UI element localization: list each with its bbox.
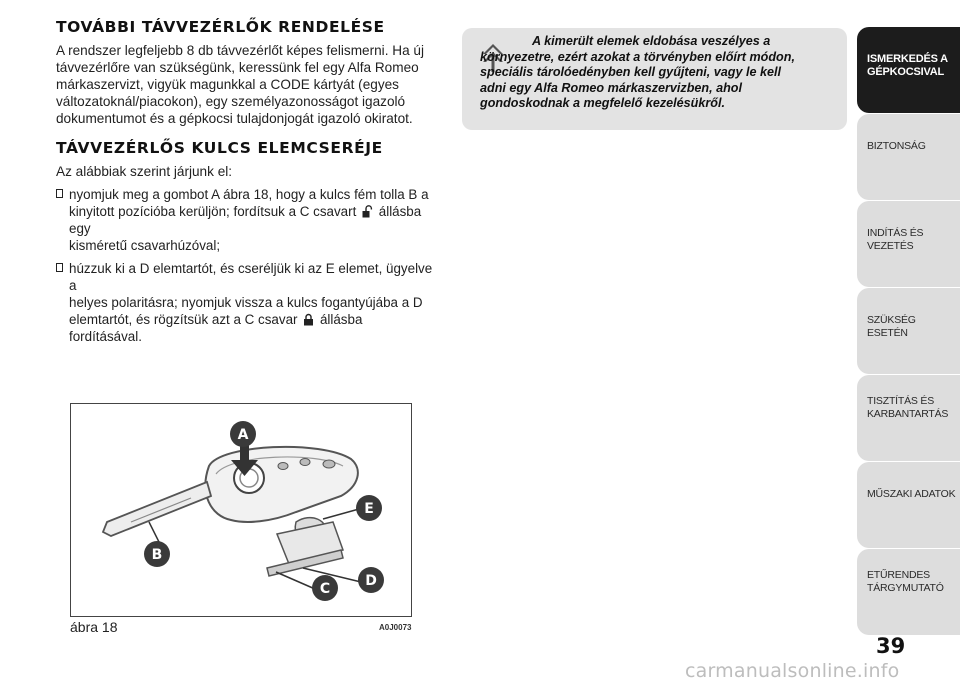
checkbox-bullet-icon [56, 263, 63, 272]
list-item [56, 260, 436, 345]
text-line: azokat a törvényben előírt módon, speciális [480, 49, 795, 79]
checkbox-bullet-icon [56, 189, 63, 198]
figure-caption: ábra 18 [70, 619, 118, 635]
text-fragment: elemtartót, és rögzítsük azt a C csavar [69, 312, 298, 327]
text-line: kezelésükről. [645, 96, 725, 110]
callout-label: E [364, 501, 374, 517]
figure-key-illustration [70, 403, 412, 617]
tab-emergency[interactable] [857, 288, 960, 374]
callout-label: D [365, 573, 377, 589]
text-line: Romeo márkaszervizben, ahol gondoskodnak a megfelelő [480, 80, 742, 110]
text-fragment: állásba egy [69, 204, 422, 236]
paragraph-remote-order [56, 42, 436, 127]
callout-label: A [237, 427, 249, 443]
callout-c [312, 575, 338, 601]
text-line: húzzuk ki a D elemtartót, és cseréljük ki az E elemet, ügyelve a [69, 261, 433, 293]
locked-padlock-icon [303, 313, 314, 326]
text-line: márkaszervizt, vigyük magunkkal a CODE kártyát (egyes [56, 77, 399, 92]
tab-label-line: TÁRGYMUTATÓ [867, 582, 944, 594]
intro-text: Az alábbiak szerint járjunk el: [56, 164, 233, 179]
unlocked-padlock-icon [362, 205, 373, 218]
text-line: helyes polaritásra; nyomjuk vissza a kulcs fogantyújába a D [69, 295, 423, 310]
tab-index[interactable] [857, 549, 960, 635]
section-heading-remote-order: TOVÁBBI TÁVVEZÉRLŐK RENDELÉSE [56, 18, 385, 36]
tab-label-line: SZÜKSÉG ESETÉN [867, 314, 916, 339]
callout-e [356, 495, 382, 521]
watermark: carmanualsonline.info [685, 660, 900, 682]
note-text [480, 34, 810, 112]
page-number: 39 [876, 634, 906, 658]
text-fragment: állásba fordításával. [69, 312, 363, 344]
callout-b [144, 541, 170, 567]
callout-label: C [319, 581, 331, 597]
text-line: A rendszer legfeljebb 8 db távvezérlőt képes felismerni. Ha új [56, 43, 424, 58]
text-line: tárolóedényben kell gyűjteni, vagy le kell adni egy Alfa [480, 65, 781, 95]
text-fragment: kinyitott pozícióba kerüljön; fordítsuk a C csavart [69, 204, 357, 219]
list-item [56, 186, 436, 254]
text-line: változatoknál/piacokon), egy személyazonosságot igazoló [56, 94, 406, 109]
text-line [69, 203, 436, 237]
tab-label-line: ETŰRENDES [867, 569, 930, 581]
steps-list [56, 186, 436, 345]
text-line [69, 311, 436, 345]
tab-getting-to-know[interactable] [857, 27, 960, 113]
tab-label-line: INDÍTÁS ÉS VEZETÉS [867, 227, 924, 252]
text-line: dokumentumot és a gépkocsi tulajdonjogát igazoló okiratot. [56, 111, 413, 126]
callout-label: B [151, 547, 163, 563]
text-line: nyomjuk meg a gombot A ábra 18, hogy a kulcs fém tolla B a [69, 187, 429, 202]
text-line: távvezérlőre van szükségünk, keressünk fel egy Alfa Romeo [56, 60, 419, 75]
tab-label-line: ISMERKEDÉS A [867, 53, 948, 65]
tab-technical-data[interactable] [857, 462, 960, 548]
figure-code: A0J0073 [379, 623, 412, 632]
tab-label-line: KARBANTARTÁS [867, 408, 949, 420]
text-line: A kimerült elemek eldobása veszélyes a környezetre, ezért [480, 34, 771, 64]
tab-label-line: MŰSZAKI ADATOK [867, 488, 956, 500]
section-heading-battery-replacement: TÁVVEZÉRLŐS KULCS ELEMCSERÉJE [56, 139, 383, 157]
tab-starting-driving[interactable] [857, 201, 960, 287]
tab-label-line: BIZTONSÁG [867, 140, 926, 152]
callout-a [230, 421, 256, 447]
key-illustration [71, 404, 411, 616]
tab-safety[interactable] [857, 114, 960, 200]
left-column [56, 18, 436, 351]
tab-label-line: TISZTÍTÁS ÉS [867, 395, 935, 407]
tab-cleaning-maintenance[interactable] [857, 375, 960, 461]
text-line: kisméretű csavarhúzóval; [69, 238, 221, 253]
environment-note-box [462, 28, 847, 130]
tab-label-line: GÉPKOCSIVAL [867, 66, 945, 78]
callout-d [358, 567, 384, 593]
